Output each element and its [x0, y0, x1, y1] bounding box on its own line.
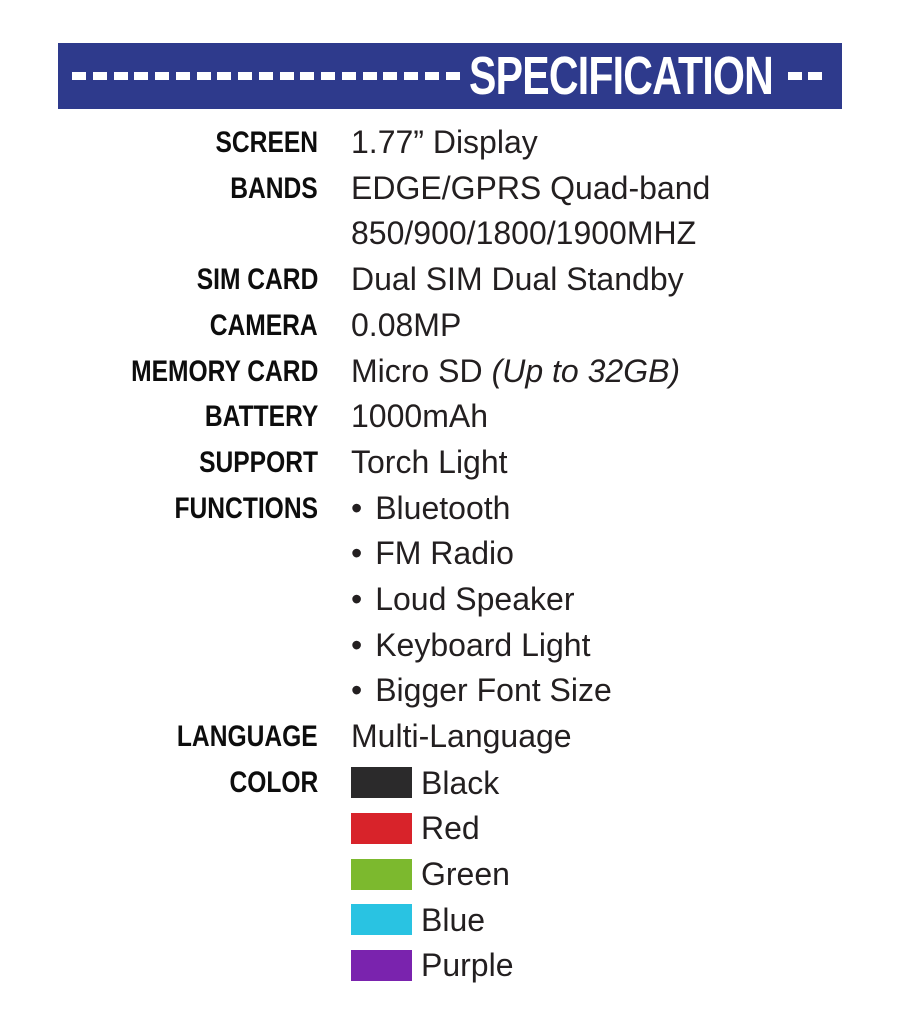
header-title-wrap — [469, 46, 779, 106]
spec-row-support — [0, 440, 899, 486]
spec-label: MEMORY CARD — [130, 354, 318, 388]
dash-mark — [404, 72, 418, 80]
spec-value: 1000mAh — [351, 398, 488, 435]
dash-mark — [788, 72, 802, 80]
green-swatch — [351, 859, 412, 890]
spec-label: LANGUAGE — [177, 720, 318, 754]
color-option-purple: Purple — [351, 943, 514, 989]
dash-mark — [300, 72, 314, 80]
spec-row-camera — [0, 303, 899, 349]
specification-header-bar — [58, 43, 842, 109]
spec-row-sim-card — [0, 257, 899, 303]
function-item: • Keyboard Light — [351, 626, 591, 663]
dash-mark — [363, 72, 377, 80]
page-title: SPECIFICATION — [469, 46, 774, 106]
header-dashes-left — [72, 72, 460, 80]
dash-mark — [93, 72, 107, 80]
bullet-icon: • — [351, 672, 363, 709]
spec-row-language — [0, 714, 899, 760]
bullet-icon: • — [351, 489, 363, 526]
function-item: • Bluetooth — [351, 489, 511, 526]
spec-label: SCREEN — [215, 126, 318, 159]
spec-row-screen — [0, 120, 899, 166]
spec-row-battery — [0, 394, 899, 440]
dash-mark — [383, 72, 397, 80]
spec-label: CAMERA — [210, 308, 318, 342]
function-item: • FM Radio — [351, 535, 514, 572]
spec-value: 1.77” Display — [351, 124, 538, 160]
bands-line-1: EDGE/GPRS Quad-band — [351, 169, 711, 206]
spec-value: 0.08MP — [351, 306, 462, 343]
spec-row-memory-card — [0, 349, 899, 395]
function-item: • Bigger Font Size — [351, 672, 612, 709]
bullet-icon: • — [351, 535, 363, 572]
spec-row-color — [0, 760, 899, 988]
dash-mark — [446, 72, 460, 80]
dash-mark — [72, 72, 86, 80]
black-swatch — [351, 767, 412, 798]
spec-value — [351, 166, 710, 257]
bands-line-2: 850/900/1800/1900MHZ — [351, 215, 697, 252]
dash-mark — [238, 72, 252, 80]
spec-value — [351, 760, 514, 988]
spec-row-bands — [0, 166, 899, 257]
spec-table — [0, 120, 899, 988]
purple-swatch — [351, 950, 412, 981]
bullet-icon: • — [351, 581, 363, 618]
color-option-red: Red — [351, 806, 514, 852]
spec-label: BATTERY — [204, 400, 318, 434]
dash-mark — [114, 72, 128, 80]
header-dashes-right — [788, 72, 822, 80]
spec-label: SIM CARD — [196, 263, 318, 297]
bullet-icon: • — [351, 626, 363, 663]
spec-label: BANDS — [230, 171, 318, 205]
spec-row-functions — [0, 486, 899, 715]
red-swatch — [351, 813, 412, 844]
dash-mark — [197, 72, 211, 80]
spec-value: Torch Light — [351, 443, 508, 480]
dash-mark — [425, 72, 439, 80]
color-option-black: Black — [351, 760, 514, 806]
spec-value: Dual SIM Dual Standby — [351, 261, 684, 298]
dash-mark — [155, 72, 169, 80]
blue-swatch — [351, 904, 412, 935]
spec-label: COLOR — [229, 765, 318, 799]
spec-label: SUPPORT — [199, 445, 318, 479]
function-item: • Loud Speaker — [351, 581, 575, 618]
spec-value — [351, 486, 612, 715]
color-option-blue: Blue — [351, 897, 514, 943]
dash-mark — [321, 72, 335, 80]
dash-mark — [280, 72, 294, 80]
dash-mark — [808, 72, 822, 80]
dash-mark — [176, 72, 190, 80]
spec-value — [351, 349, 680, 395]
memory-card-note: (Up to 32GB) — [491, 352, 681, 389]
dash-mark — [134, 72, 148, 80]
dash-mark — [342, 72, 356, 80]
dash-mark — [259, 72, 273, 80]
color-option-green: Green — [351, 851, 514, 897]
memory-card-value: Micro SD — [351, 352, 483, 389]
dash-mark — [217, 72, 231, 80]
spec-value: Multi-Language — [351, 718, 572, 755]
spec-label: FUNCTIONS — [174, 491, 318, 525]
